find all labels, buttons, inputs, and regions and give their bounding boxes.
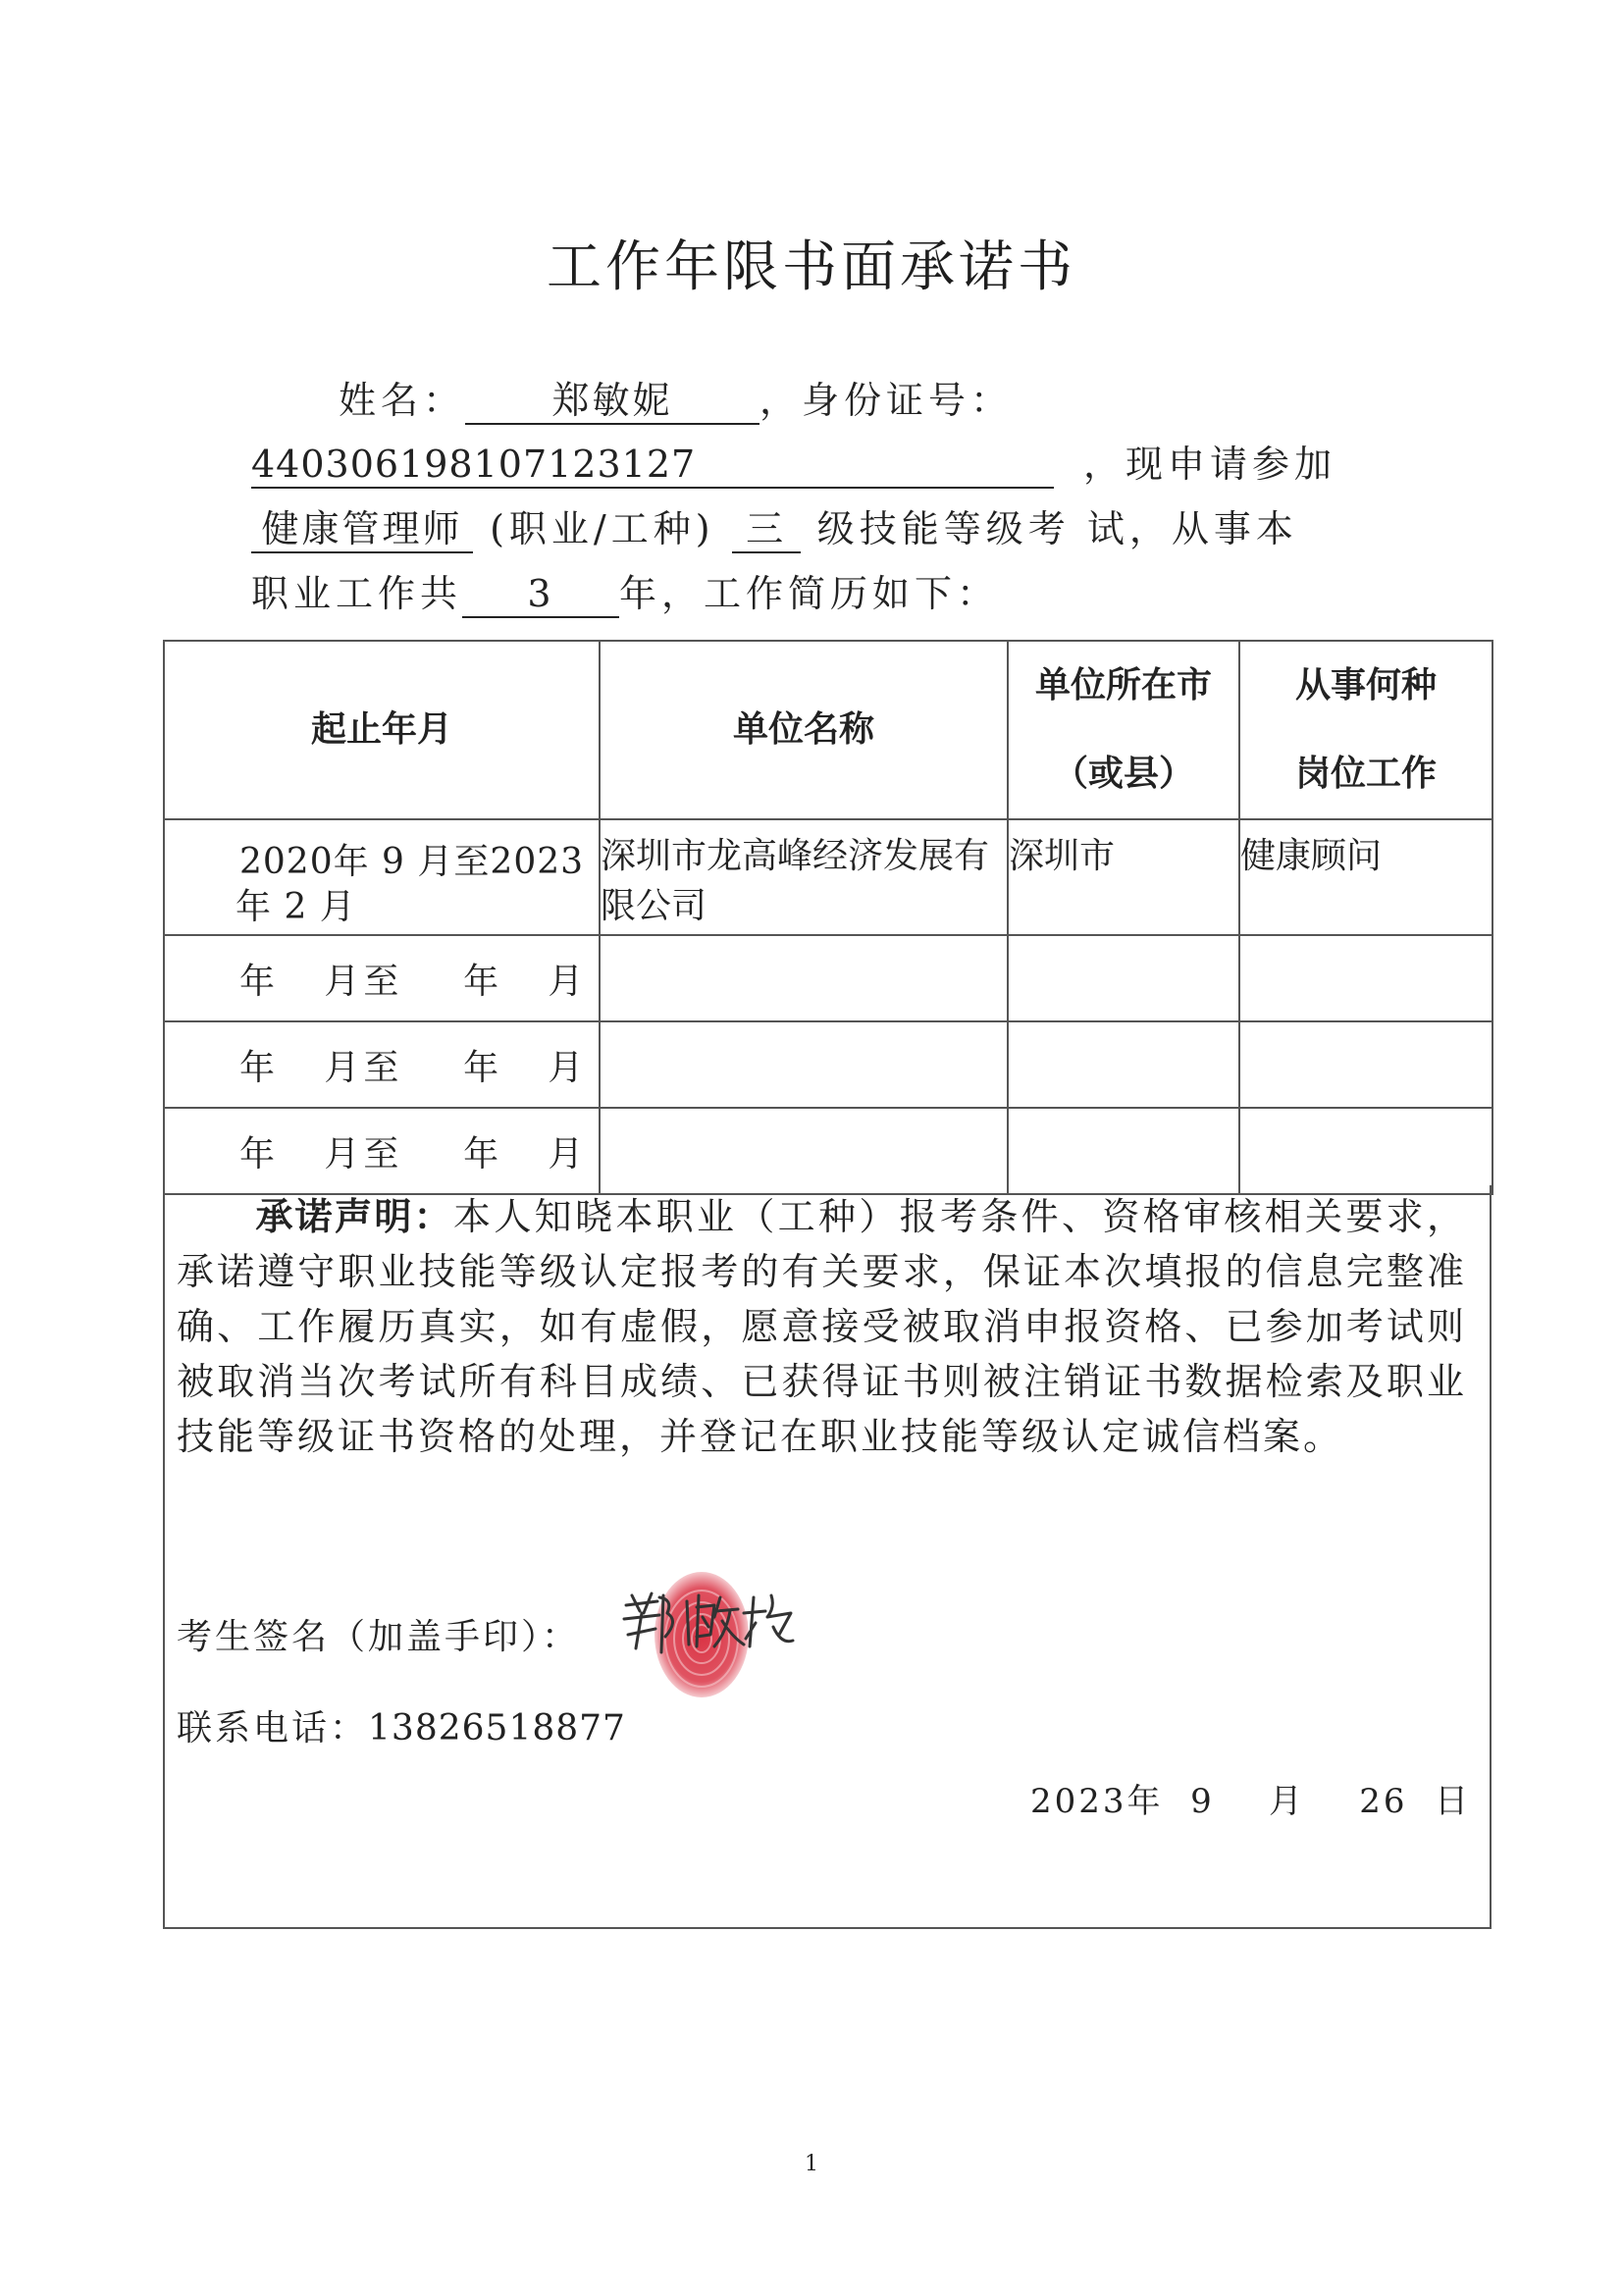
row3-period: 年 月至 年 月 <box>164 1021 600 1108</box>
years-prefix: 职业工作共 <box>251 572 463 615</box>
row1-city: 深圳市 <box>1008 819 1239 935</box>
row4-period: 年 月至 年 月 <box>164 1108 600 1194</box>
row4-post <box>1239 1108 1492 1194</box>
row2-post <box>1239 935 1492 1021</box>
sign-date: 2023年 9 月 26 日 <box>1030 1782 1472 1821</box>
apply-text: ，现申请参加 <box>1083 443 1337 486</box>
header-city <box>1008 641 1239 819</box>
row2-city <box>1008 935 1239 1021</box>
header-period: 起止年月 <box>164 641 600 819</box>
pledge-label: 承诺声明： <box>255 1195 453 1238</box>
years-line <box>251 563 999 618</box>
years-suffix: 年，工作简历如下： <box>619 572 1000 615</box>
row1-period-line1: 2020年 9 月至2023 <box>239 842 585 882</box>
header-company: 单位名称 <box>600 641 1008 819</box>
table-row <box>164 1021 1492 1108</box>
row2-company <box>600 935 1008 1021</box>
row1-period-line2: 年 2 月 <box>236 887 356 927</box>
handwritten-signature <box>618 1588 800 1658</box>
occupation-suffix: (职业/工种) <box>490 507 715 550</box>
occupation-value: 健康管理师 <box>251 508 473 553</box>
row1-company: 深圳市龙高峰经济发展有限公司 <box>600 819 1008 935</box>
document-title: 工作年限书面承诺书 <box>547 235 1076 299</box>
row1-post: 健康顾问 <box>1239 819 1492 935</box>
id-line <box>251 434 1336 489</box>
name-label: 姓名： <box>339 379 466 422</box>
row3-post <box>1239 1021 1492 1108</box>
header-post <box>1239 641 1492 819</box>
phone-label: 联系电话： <box>177 1708 369 1748</box>
work-history-table <box>163 640 1493 1195</box>
pledge-text: 本人知晓本职业（工种）报考条件、资格审核相关要求，承诺遵守职业技能等级认定报考的有关要求，保证本次填报的信息完整准确、工作履历真实，如有虚假，愿意接受被取消申报资格、已参加考试则被取消当次考试所有科目成绩、已获得证书则被注销证书数据检索及职业技能等级证书资格的处理，并登记在职业技能等级认定诚信档案。 <box>177 1195 1467 1458</box>
header-post-line1: 从事何种 <box>1294 665 1437 705</box>
row2-period: 年 月至 年 月 <box>164 935 600 1021</box>
table-row <box>164 935 1492 1021</box>
table-row <box>164 1108 1492 1194</box>
row1-period <box>164 819 600 935</box>
row3-company <box>600 1021 1008 1108</box>
row3-city <box>1008 1021 1239 1108</box>
header-city-line1: 单位所在市 <box>1034 665 1212 705</box>
table-header-row <box>164 641 1492 819</box>
phone-line <box>177 1700 626 1750</box>
id-number-value: 440306198107123127 <box>251 444 1054 489</box>
pledge-statement <box>177 1189 1467 1464</box>
level-suffix: 级技能等级考 试，从事本 <box>816 507 1298 550</box>
row4-company <box>600 1108 1008 1194</box>
signature-label: 考生签名（加盖手印）： <box>177 1617 581 1657</box>
header-post-line2: 岗位工作 <box>1294 754 1437 794</box>
name-line <box>339 370 1013 425</box>
page-number: 1 <box>805 2152 818 2176</box>
skill-level-value: 三 <box>732 508 801 553</box>
row4-city <box>1008 1108 1239 1194</box>
occupation-line <box>251 498 1298 553</box>
table-row <box>164 819 1492 935</box>
header-city-line2: （或县） <box>1052 754 1194 794</box>
phone-value: 13826518877 <box>368 1708 626 1748</box>
years-value: 3 <box>462 573 619 618</box>
id-label: ，身份证号： <box>759 379 1014 422</box>
name-value: 郑敏妮 <box>465 380 759 425</box>
